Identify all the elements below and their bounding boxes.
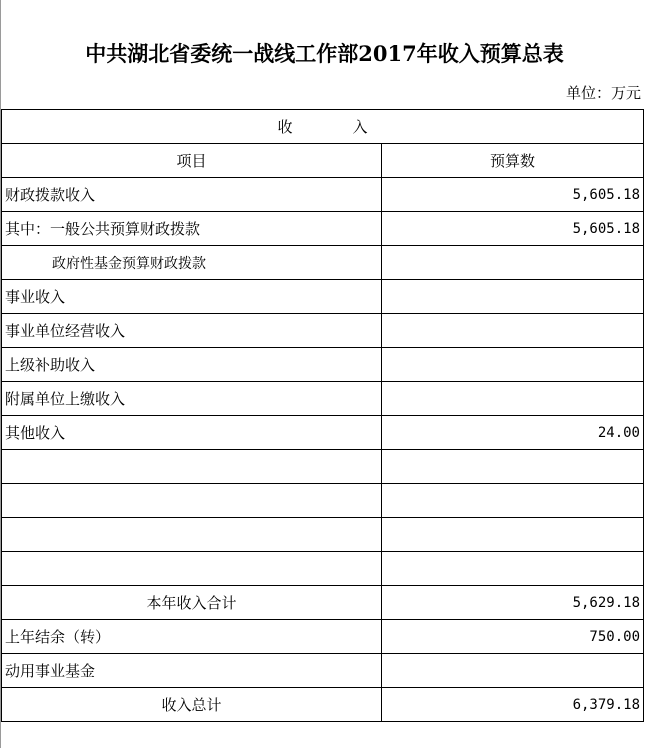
row-value — [382, 382, 644, 416]
table-row — [2, 688, 644, 722]
row-label — [2, 484, 382, 518]
row-label: 上年结余（转） — [2, 620, 382, 654]
table-row — [2, 484, 644, 518]
table-row — [2, 416, 644, 450]
row-value: 6,379.18 — [382, 688, 644, 722]
unit-label: 单位：万元 — [565, 84, 641, 102]
row-value — [382, 654, 644, 688]
row-value — [382, 552, 644, 586]
row-value — [382, 314, 644, 348]
row-value — [382, 518, 644, 552]
row-value: 5,629.18 — [382, 586, 644, 620]
table-row — [2, 654, 644, 688]
income-budget-table — [1, 109, 644, 722]
row-value — [382, 484, 644, 518]
table-row — [2, 450, 644, 484]
column-header-row — [2, 144, 644, 178]
row-label: 上级补助收入 — [2, 348, 382, 382]
table-row — [2, 382, 644, 416]
row-value — [382, 246, 644, 280]
table-row — [2, 246, 644, 280]
row-label: 动用事业基金 — [2, 654, 382, 688]
row-label: 事业单位经营收入 — [2, 314, 382, 348]
row-label — [2, 518, 382, 552]
row-label: 收入总计 — [2, 688, 382, 722]
table-row — [2, 348, 644, 382]
row-label: 事业收入 — [2, 280, 382, 314]
row-value — [382, 348, 644, 382]
row-label: 财政拨款收入 — [2, 178, 382, 212]
table-row — [2, 552, 644, 586]
row-value: 24.00 — [382, 416, 644, 450]
table-row — [2, 518, 644, 552]
section-header-row — [2, 110, 644, 144]
row-value — [382, 280, 644, 314]
row-label — [2, 450, 382, 484]
table-row — [2, 586, 644, 620]
table-row — [2, 280, 644, 314]
column-header-budget: 预算数 — [382, 144, 644, 178]
row-label: 本年收入合计 — [2, 586, 382, 620]
table-row — [2, 314, 644, 348]
row-value: 750.00 — [382, 620, 644, 654]
table-row — [2, 178, 644, 212]
row-label: 其中：一般公共预算财政拨款 — [2, 212, 382, 246]
table-row — [2, 212, 644, 246]
row-value: 5,605.18 — [382, 212, 644, 246]
row-label: 政府性基金预算财政拨款 — [2, 246, 382, 280]
row-value: 5,605.18 — [382, 178, 644, 212]
row-label: 其他收入 — [2, 416, 382, 450]
row-value — [382, 450, 644, 484]
row-label: 附属单位上缴收入 — [2, 382, 382, 416]
table-row — [2, 620, 644, 654]
section-header-char-1: 收 — [277, 118, 293, 136]
section-header-char-2: 入 — [352, 118, 368, 136]
page-title: 中共湖北省委统一战线工作部2017年收入预算总表 — [85, 41, 564, 66]
section-header-cell — [2, 110, 644, 144]
row-label — [2, 552, 382, 586]
column-header-item: 项目 — [2, 144, 382, 178]
